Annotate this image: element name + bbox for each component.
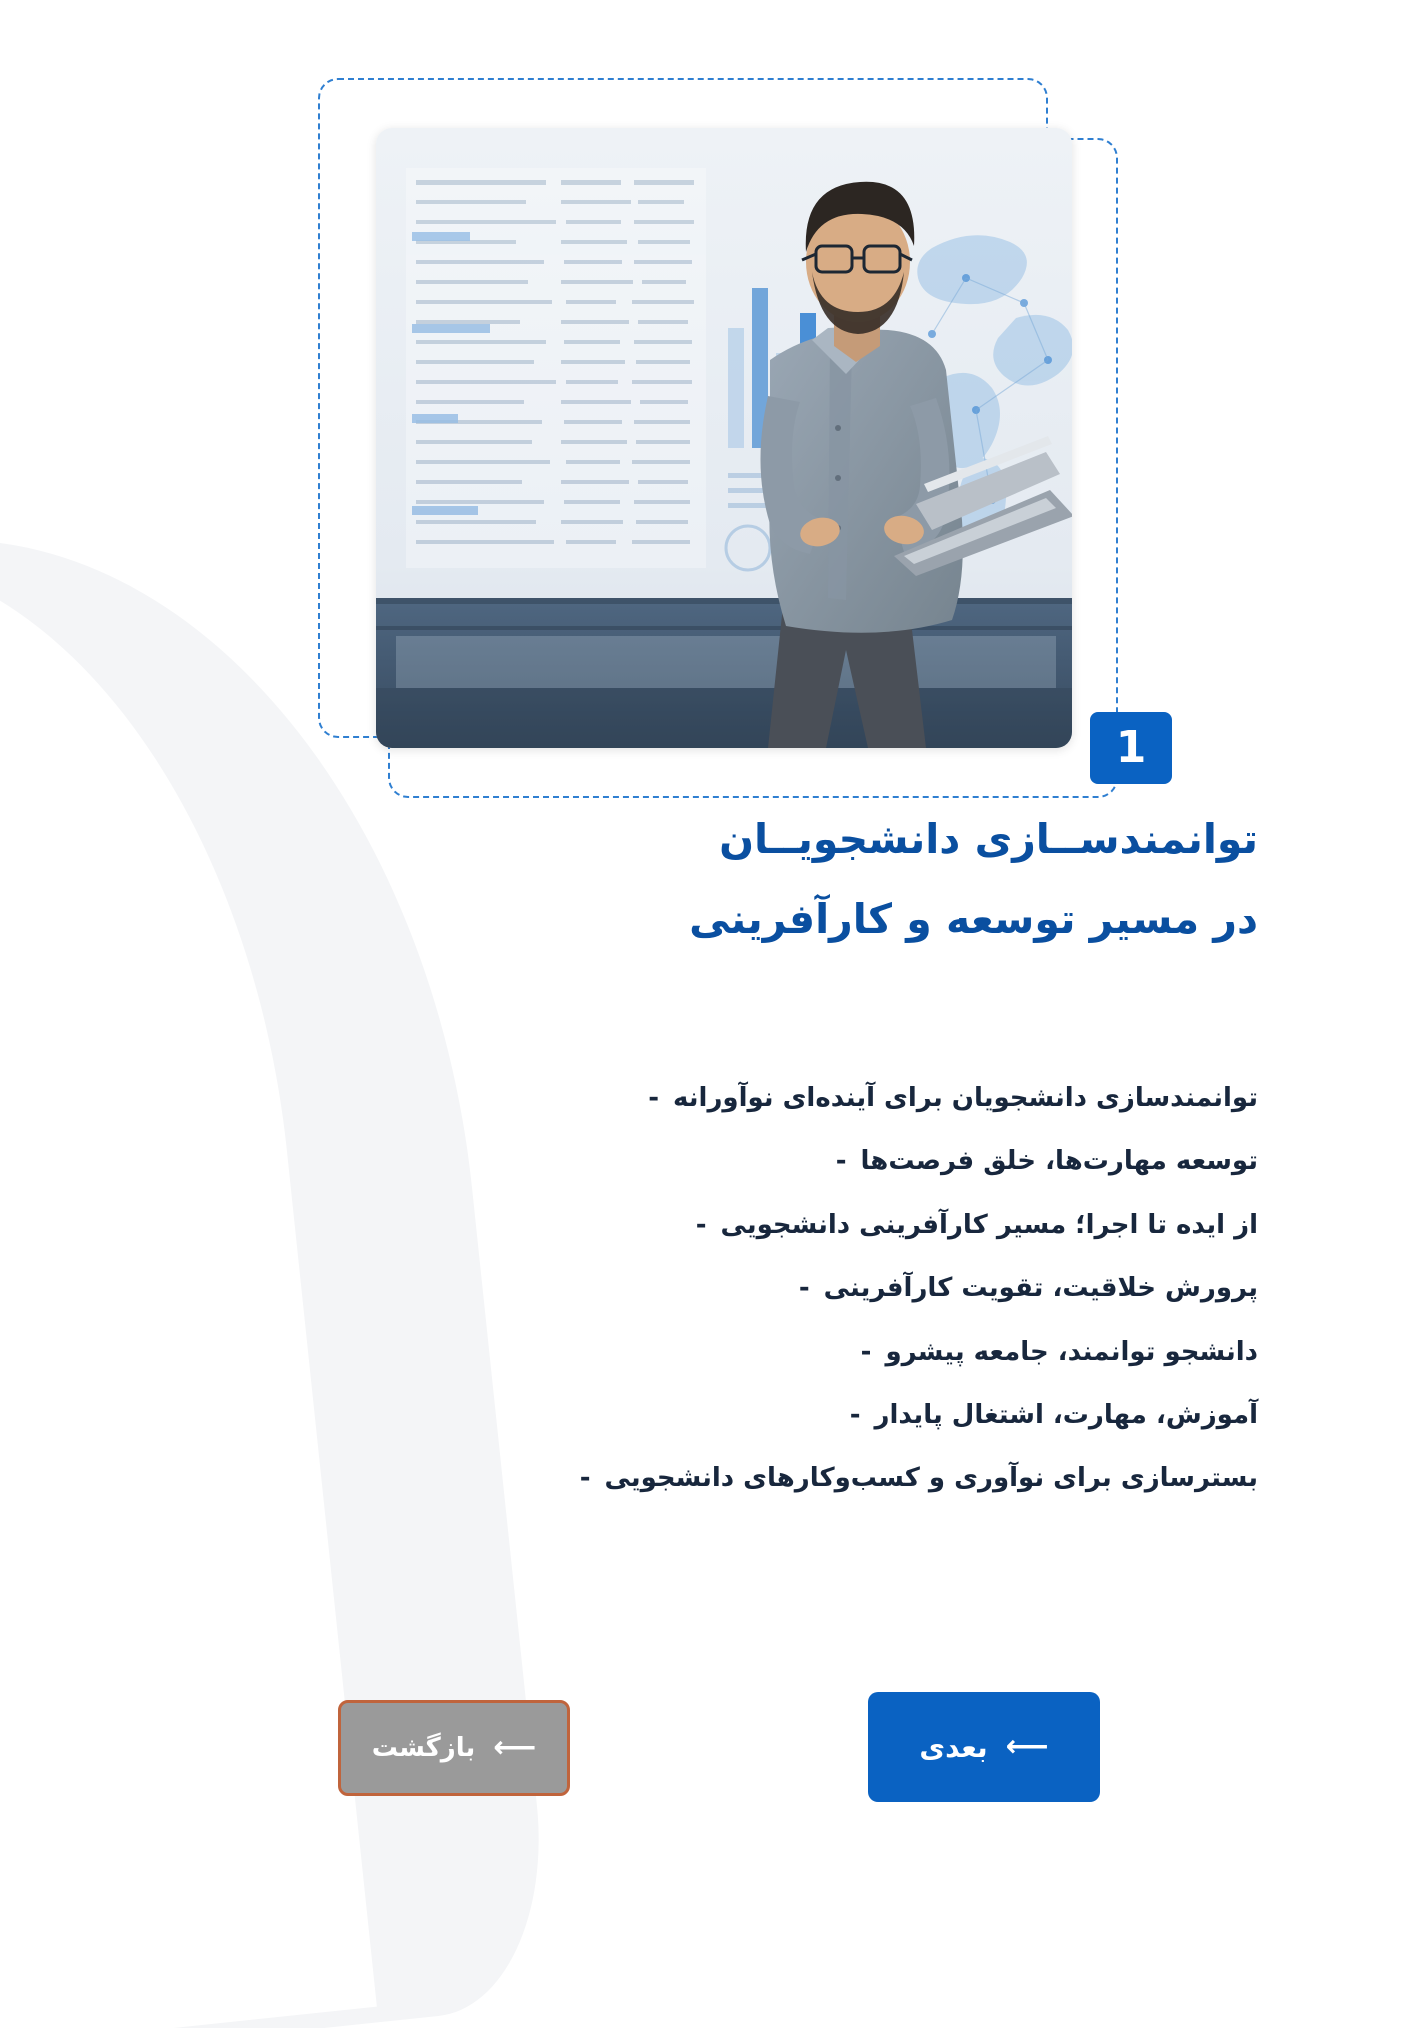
- next-button-label: بعدی: [919, 1730, 988, 1764]
- bullet-dash-icon: -: [579, 1463, 591, 1494]
- list-item-label: بسترسازی برای نوآوری و کسب‌وکارهای دانشجویی: [604, 1463, 1258, 1494]
- list-item-label: از ایده تا اجرا؛ مسیر کارآفرینی دانشجویی: [720, 1209, 1258, 1240]
- bullet-dash-icon: -: [648, 1083, 659, 1113]
- back-button-label: بازگشت: [371, 1733, 476, 1763]
- page-title: [258, 800, 1258, 960]
- title-line-2: در مسیر توسعه و کارآفرینی: [689, 894, 1258, 943]
- list-item-label: توانمندسازی دانشجویان برای آینده‌ای نوآورانه: [673, 1083, 1258, 1113]
- list-item-label: دانشجو توانمند، جامعه پیشرو: [885, 1336, 1258, 1367]
- list-item-label: پرورش خلاقیت، تقویت کارآفرینی: [823, 1273, 1258, 1304]
- list-item-label: آموزش، مهارت، اشتغال پایدار: [874, 1399, 1258, 1430]
- back-button[interactable]: [338, 1700, 570, 1796]
- bullet-dash-icon: -: [849, 1399, 861, 1430]
- next-button[interactable]: [868, 1692, 1100, 1802]
- bullet-dash-icon: -: [835, 1146, 847, 1177]
- list-item: [258, 1397, 1258, 1433]
- title-line-1: توانمندســازی دانشجویــان: [719, 815, 1258, 863]
- hero-photo: [376, 128, 1072, 748]
- slide-number-badge: 1: [1090, 712, 1172, 784]
- arrow-left-icon: ⟵: [1005, 1729, 1049, 1764]
- bullet-dash-icon: -: [695, 1209, 707, 1240]
- list-item-label: توسعه مهارت‌ها، خلق فرصت‌ها: [860, 1146, 1258, 1177]
- list-item: [258, 1080, 1258, 1116]
- list-item: [258, 1143, 1258, 1179]
- bullet-list: [258, 1080, 1258, 1524]
- arrow-left-icon: ⟵: [493, 1730, 537, 1765]
- bullet-dash-icon: -: [860, 1336, 872, 1367]
- bullet-dash-icon: -: [798, 1273, 810, 1304]
- list-item: [258, 1334, 1258, 1370]
- list-item: [258, 1207, 1258, 1243]
- list-item: [258, 1460, 1258, 1496]
- hero-image-block: [318, 78, 1118, 778]
- list-item: [258, 1270, 1258, 1306]
